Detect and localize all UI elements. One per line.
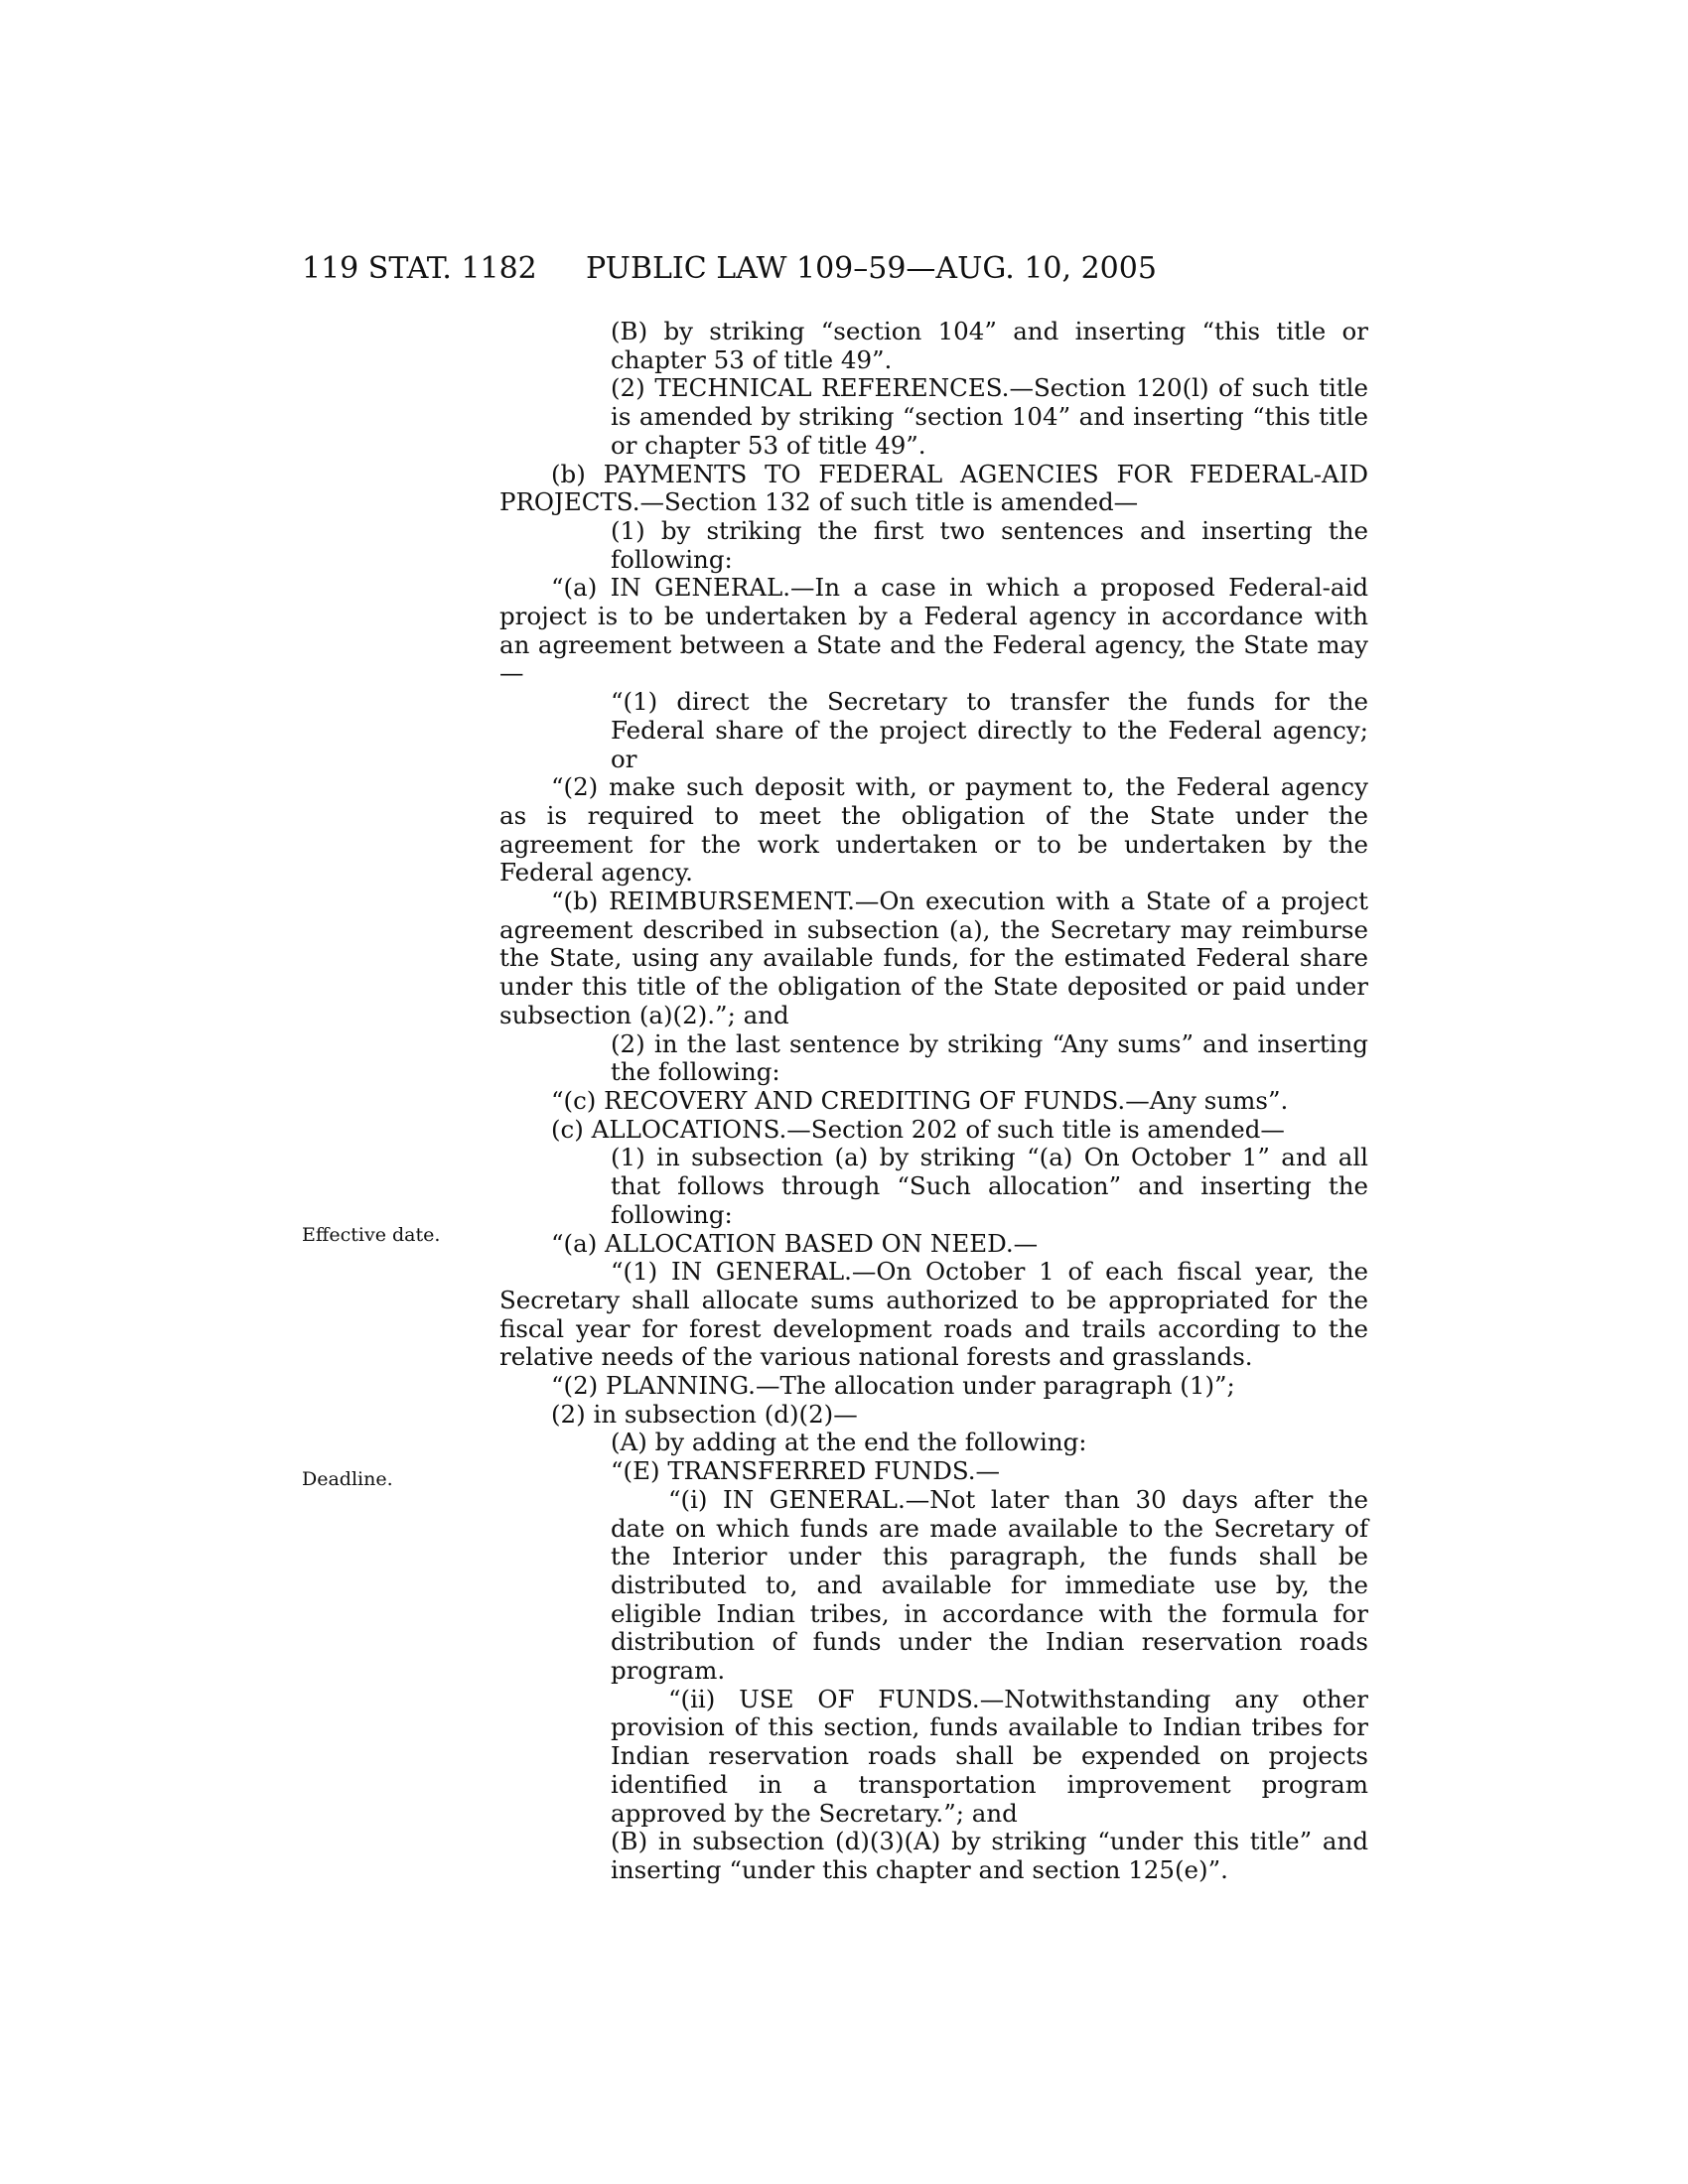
paragraph: “(i) IN GENERAL.—Not later than 30 days after the date on which funds are made available to the Secretary of the Interior under this paragraph, the funds shall be distributed to, and available for immediate use by, the eligible Indian tribes, in accordance with the formula for distribution of funds under the Indian reservation roads program.	[611, 1484, 1368, 1686]
paragraph: (1) in subsection (a) by striking “(a) On October 1” and all that follows through “Such allocation” and inserting the following:	[611, 1143, 1368, 1229]
paragraph: (B) by striking “section 104” and inserting “this title or chapter 53 of title 49”.	[611, 317, 1368, 374]
law-title: PUBLIC LAW 109–59—AUG. 10, 2005	[586, 251, 1157, 286]
paragraph: “(c) RECOVERY AND CREDITING OF FUNDS.—Any sums”.	[551, 1085, 1289, 1115]
paragraph: “(2) make such deposit with, or payment to, the Federal agency as is required to meet the obligation of the State under the agreement for the work undertaken or to be undertaken by the Federal agency.	[499, 772, 1368, 887]
stat-reference: 119 STAT. 1182	[302, 251, 537, 286]
paragraph: “(b) REIMBURSEMENT.—On execution with a State of a project agreement described in subsection (a), the Secretary may reimburse the State, using any available funds, for the estimated Federal share under this title of the obligation of the State deposited or paid under subsection (a)(2).”; and	[499, 887, 1368, 1029]
paragraph: “(2) PLANNING.—The allocation under paragraph (1)”;	[551, 1371, 1235, 1401]
paragraph: (2) TECHNICAL REFERENCES.—Section 120(l) of such title is amended by striking “section 104” and inserting “this title or chapter 53 of title 49”.	[611, 373, 1368, 460]
paragraph: “(1) IN GENERAL.—On October 1 of each fiscal year, the Secretary shall allocate sums authorized to be appropriated for the fiscal year for forest development roads and trails according to the relative needs of the various national forests and grasslands.	[499, 1257, 1368, 1372]
paragraph: “(1) direct the Secretary to transfer the funds for the Federal share of the project directly to the Federal agency; or	[611, 687, 1368, 773]
paragraph: “(E) TRANSFERRED FUNDS.—	[611, 1456, 1001, 1486]
paragraph: (2) in subsection (d)(2)—	[551, 1399, 858, 1429]
statute-body	[499, 318, 1368, 1885]
paragraph: (2) in the last sentence by striking “Any sums” and inserting the following:	[611, 1028, 1368, 1087]
paragraph: “(ii) USE OF FUNDS.—Notwithstanding any other provision of this section, funds available to Indian tribes for Indian reservation roads shall be expended on projects identified in a transportation improvement program approved by the Secretary.”; and	[611, 1684, 1368, 1828]
paragraph: (b) PAYMENTS TO FEDERAL AGENCIES FOR FEDERAL-AID PROJECTS.—Section 132 of such title is amended—	[499, 459, 1368, 517]
paragraph: “(a) IN GENERAL.—In a case in which a proposed Federal-aid project is to be undertaken by a Federal agency in accordance with an agreement between a State and the Federal agency, the State may—	[499, 573, 1368, 688]
paragraph: (c) ALLOCATIONS.—Section 202 of such title is amended—	[551, 1114, 1285, 1144]
margin-note-deadline: Deadline.	[302, 1468, 393, 1490]
paragraph: (1) by striking the first two sentences and inserting the following:	[611, 515, 1368, 574]
paragraph: “(a) ALLOCATION BASED ON NEED.—	[551, 1228, 1039, 1258]
paragraph: (A) by adding at the end the following:	[611, 1428, 1087, 1457]
margin-note-effective-date: Effective date.	[302, 1224, 441, 1246]
paragraph: (B) in subsection (d)(3)(A) by striking “under this title” and inserting “under this chapter and section 125(e)”.	[611, 1827, 1368, 1884]
running-header	[0, 249, 1688, 289]
